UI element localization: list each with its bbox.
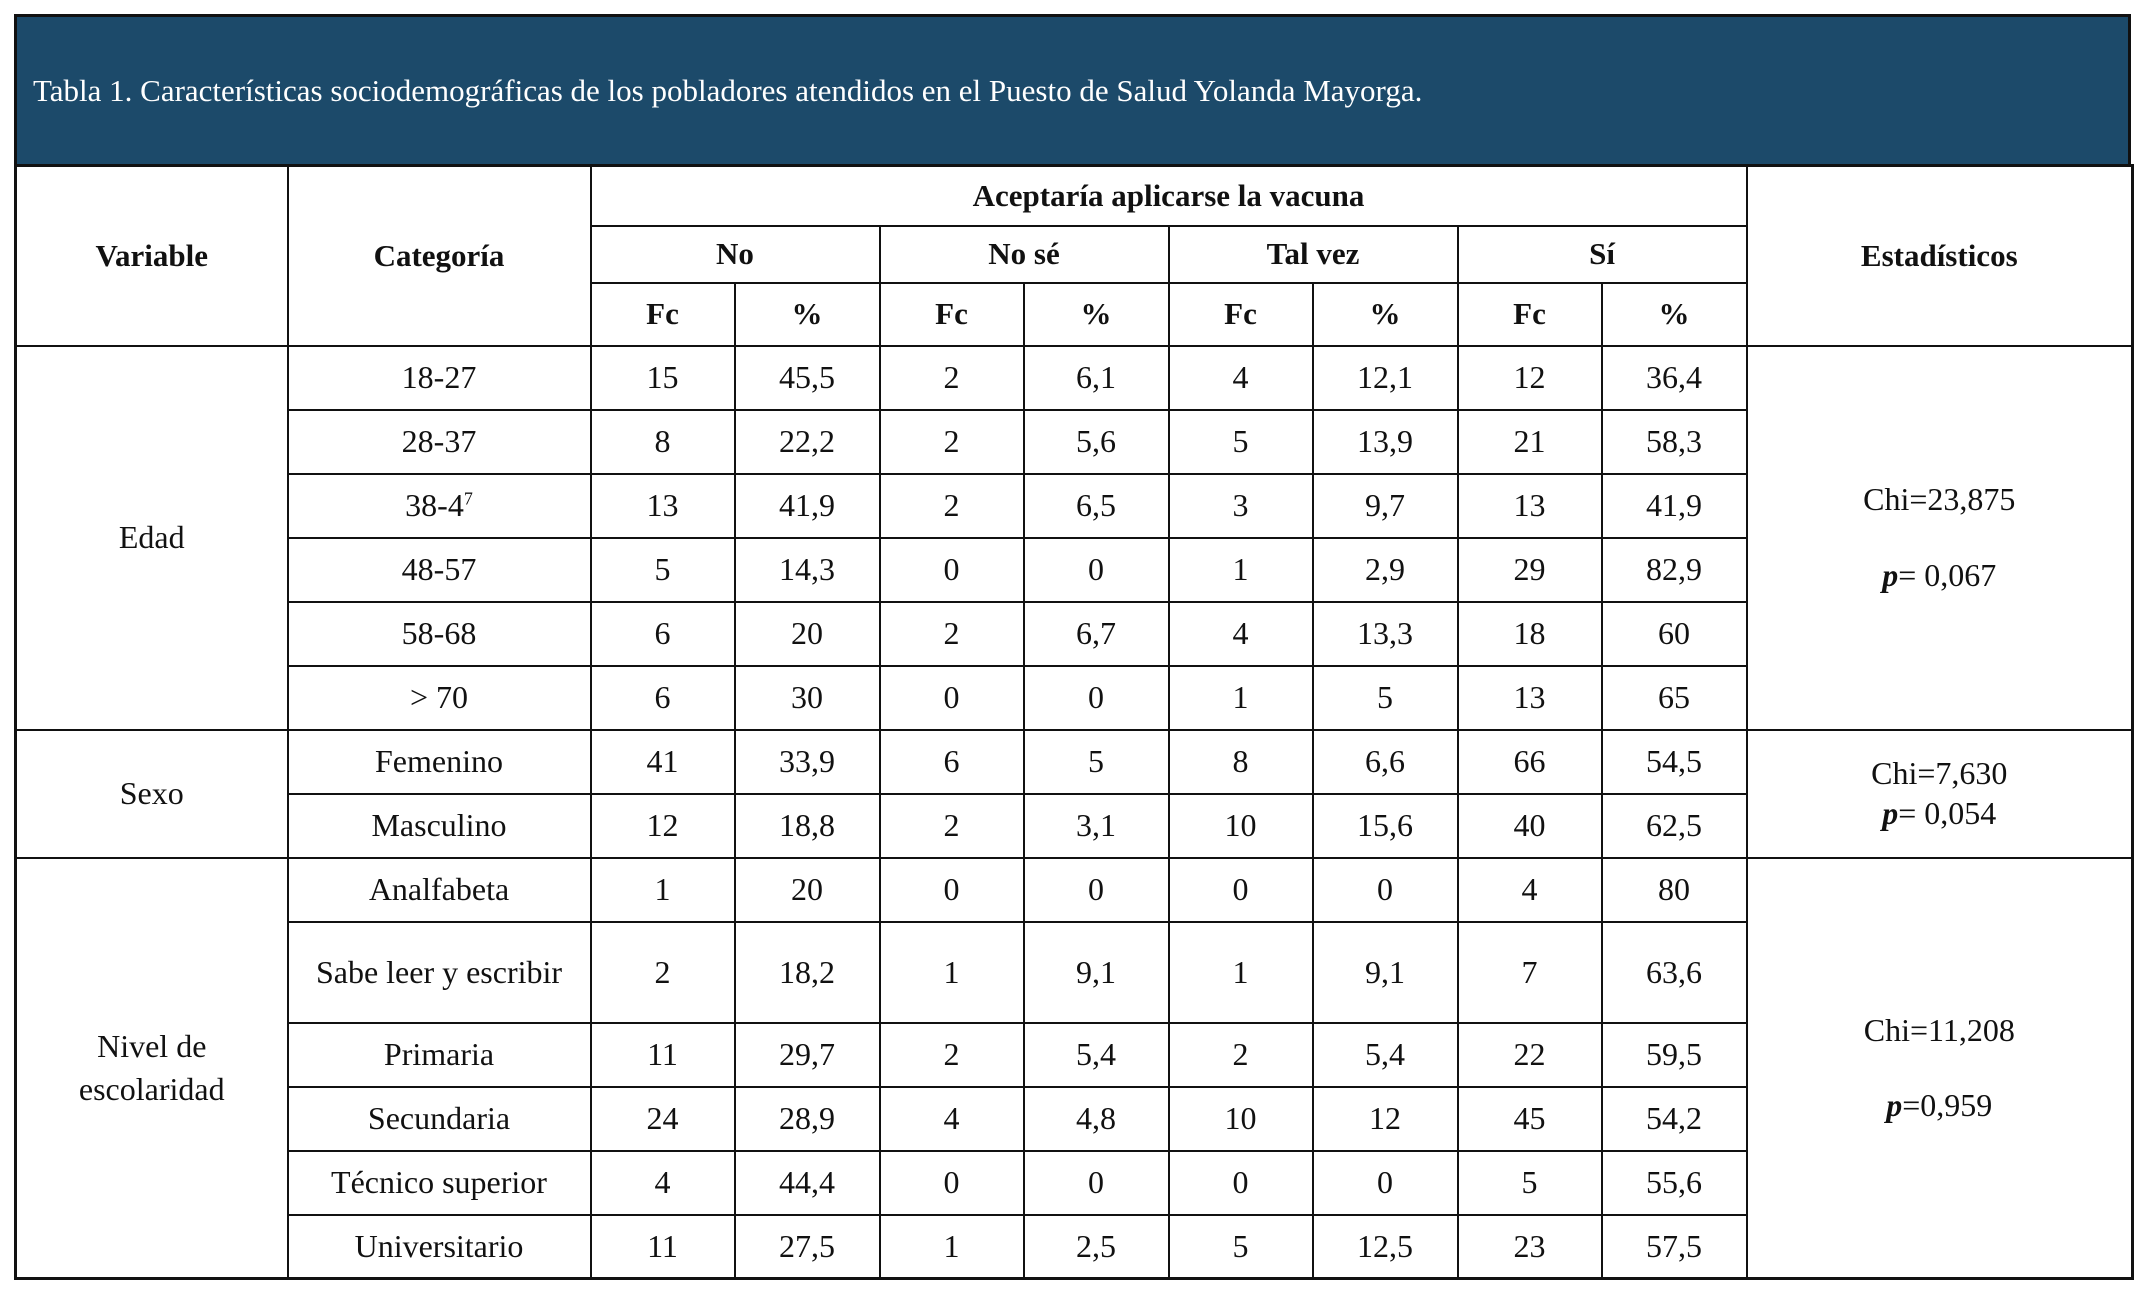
category-cell: Femenino bbox=[288, 730, 591, 794]
value-cell: 0 bbox=[880, 1151, 1024, 1215]
value-cell: 29 bbox=[1458, 538, 1602, 602]
stat-escolaridad bbox=[1747, 858, 2133, 1279]
value-cell: 3,1 bbox=[1024, 794, 1169, 858]
header-answer-tal-vez: Tal vez bbox=[1169, 226, 1458, 283]
value-cell: 65 bbox=[1602, 666, 1747, 730]
header-pct: % bbox=[1024, 283, 1169, 346]
value-cell: 1 bbox=[1169, 538, 1313, 602]
value-cell: 2 bbox=[1169, 1023, 1313, 1087]
value-cell: 10 bbox=[1169, 1087, 1313, 1151]
value-cell: 13 bbox=[591, 474, 735, 538]
header-answer-no-se: No sé bbox=[880, 226, 1169, 283]
value-cell: 82,9 bbox=[1602, 538, 1747, 602]
value-cell: 18 bbox=[1458, 602, 1602, 666]
value-cell: 2 bbox=[880, 1023, 1024, 1087]
category-superscript: 7 bbox=[463, 488, 473, 509]
table-body bbox=[16, 346, 2133, 1279]
category-cell: 28-37 bbox=[288, 410, 591, 474]
header-group: Aceptaría aplicarse la vacuna bbox=[591, 166, 1747, 226]
value-cell: 5 bbox=[591, 538, 735, 602]
value-cell: 5 bbox=[1169, 410, 1313, 474]
value-cell: 18,8 bbox=[735, 794, 880, 858]
chi-value: Chi=7,630 bbox=[1871, 755, 2008, 792]
value-cell: 1 bbox=[880, 1215, 1024, 1279]
category-cell: Universitario bbox=[288, 1215, 591, 1279]
value-cell: 0 bbox=[1313, 858, 1458, 922]
value-cell: 2,5 bbox=[1024, 1215, 1169, 1279]
value-cell: 23 bbox=[1458, 1215, 1602, 1279]
value-cell: 22 bbox=[1458, 1023, 1602, 1087]
value-cell: 5,6 bbox=[1024, 410, 1169, 474]
value-cell: 4,8 bbox=[1024, 1087, 1169, 1151]
value-cell: 7 bbox=[1458, 922, 1602, 1023]
value-cell: 21 bbox=[1458, 410, 1602, 474]
p-value: =0,959 bbox=[1902, 1086, 1993, 1123]
header-variable: Variable bbox=[16, 166, 288, 346]
value-cell: 4 bbox=[1458, 858, 1602, 922]
value-cell: 11 bbox=[591, 1215, 735, 1279]
value-cell: 1 bbox=[1169, 666, 1313, 730]
value-cell: 6,6 bbox=[1313, 730, 1458, 794]
p-value: = 0,054 bbox=[1898, 794, 1997, 831]
table-row bbox=[16, 858, 2133, 922]
value-cell: 6 bbox=[880, 730, 1024, 794]
value-cell: 12 bbox=[591, 794, 735, 858]
header-fc: Fc bbox=[880, 283, 1024, 346]
value-cell: 5 bbox=[1313, 666, 1458, 730]
value-cell: 8 bbox=[1169, 730, 1313, 794]
value-cell: 80 bbox=[1602, 858, 1747, 922]
value-cell: 45,5 bbox=[735, 346, 880, 410]
value-cell: 30 bbox=[735, 666, 880, 730]
header-pct: % bbox=[735, 283, 880, 346]
value-cell: 36,4 bbox=[1602, 346, 1747, 410]
value-cell: 2 bbox=[880, 346, 1024, 410]
value-cell: 41,9 bbox=[735, 474, 880, 538]
value-cell: 2 bbox=[880, 474, 1024, 538]
value-cell: 2 bbox=[591, 922, 735, 1023]
value-cell: 62,5 bbox=[1602, 794, 1747, 858]
category-cell: 48-57 bbox=[288, 538, 591, 602]
header-estadisticos: Estadísticos bbox=[1747, 166, 2133, 346]
value-cell: 44,4 bbox=[735, 1151, 880, 1215]
value-cell: 5 bbox=[1024, 730, 1169, 794]
value-cell: 63,6 bbox=[1602, 922, 1747, 1023]
value-cell: 33,9 bbox=[735, 730, 880, 794]
table-header bbox=[16, 166, 2133, 346]
value-cell: 2,9 bbox=[1313, 538, 1458, 602]
category-cell: Secundaria bbox=[288, 1087, 591, 1151]
value-cell: 9,1 bbox=[1313, 922, 1458, 1023]
value-cell: 10 bbox=[1169, 794, 1313, 858]
value-cell: 29,7 bbox=[735, 1023, 880, 1087]
value-cell: 0 bbox=[1024, 858, 1169, 922]
value-cell: 13 bbox=[1458, 666, 1602, 730]
value-cell: 54,5 bbox=[1602, 730, 1747, 794]
value-cell: 0 bbox=[880, 538, 1024, 602]
value-cell: 13,9 bbox=[1313, 410, 1458, 474]
value-cell: 22,2 bbox=[735, 410, 880, 474]
value-cell: 4 bbox=[1169, 346, 1313, 410]
value-cell: 0 bbox=[1024, 1151, 1169, 1215]
value-cell: 0 bbox=[1169, 858, 1313, 922]
table-row bbox=[16, 730, 2133, 794]
value-cell: 15,6 bbox=[1313, 794, 1458, 858]
value-cell: 40 bbox=[1458, 794, 1602, 858]
category-cell: 18-27 bbox=[288, 346, 591, 410]
value-cell: 59,5 bbox=[1602, 1023, 1747, 1087]
stat-sexo bbox=[1747, 730, 2133, 858]
variable-sexo: Sexo bbox=[16, 730, 288, 858]
value-cell: 8 bbox=[591, 410, 735, 474]
chi-value: Chi=11,208 bbox=[1863, 1011, 2015, 1048]
value-cell: 4 bbox=[880, 1087, 1024, 1151]
value-cell: 58,3 bbox=[1602, 410, 1747, 474]
value-cell: 5 bbox=[1169, 1215, 1313, 1279]
value-cell: 55,6 bbox=[1602, 1151, 1747, 1215]
value-cell: 5,4 bbox=[1024, 1023, 1169, 1087]
value-cell: 12 bbox=[1458, 346, 1602, 410]
value-cell: 11 bbox=[591, 1023, 735, 1087]
value-cell: 13 bbox=[1458, 474, 1602, 538]
table-title-bar bbox=[14, 14, 2131, 164]
value-cell: 2 bbox=[880, 410, 1024, 474]
category-text: 38-4 bbox=[405, 487, 464, 523]
value-cell: 13,3 bbox=[1313, 602, 1458, 666]
value-cell: 20 bbox=[735, 602, 880, 666]
category-cell bbox=[288, 474, 591, 538]
value-cell: 6 bbox=[591, 602, 735, 666]
table-title: Tabla 1. Características sociodemográficas de los pobladores atendidos en el Puesto de Salud Yolanda Mayorga. bbox=[33, 72, 1423, 108]
value-cell: 0 bbox=[1024, 666, 1169, 730]
value-cell: 27,5 bbox=[735, 1215, 880, 1279]
category-cell: Sabe leer y escribir bbox=[288, 922, 591, 1023]
value-cell: 2 bbox=[880, 602, 1024, 666]
value-cell: 45 bbox=[1458, 1087, 1602, 1151]
value-cell: 41,9 bbox=[1602, 474, 1747, 538]
value-cell: 12,1 bbox=[1313, 346, 1458, 410]
value-cell: 1 bbox=[1169, 922, 1313, 1023]
value-cell: 0 bbox=[1169, 1151, 1313, 1215]
header-pct: % bbox=[1602, 283, 1747, 346]
value-cell: 6,1 bbox=[1024, 346, 1169, 410]
value-cell: 5,4 bbox=[1313, 1023, 1458, 1087]
value-cell: 60 bbox=[1602, 602, 1747, 666]
value-cell: 28,9 bbox=[735, 1087, 880, 1151]
stat-edad bbox=[1747, 346, 2133, 730]
value-cell: 12 bbox=[1313, 1087, 1458, 1151]
value-cell: 6,7 bbox=[1024, 602, 1169, 666]
table-row bbox=[16, 346, 2133, 410]
category-cell: > 70 bbox=[288, 666, 591, 730]
value-cell: 4 bbox=[1169, 602, 1313, 666]
value-cell: 66 bbox=[1458, 730, 1602, 794]
header-answer-no: No bbox=[591, 226, 880, 283]
value-cell: 3 bbox=[1169, 474, 1313, 538]
header-answer-si: Sí bbox=[1458, 226, 1747, 283]
value-cell: 4 bbox=[591, 1151, 735, 1215]
header-fc: Fc bbox=[1458, 283, 1602, 346]
category-cell: Masculino bbox=[288, 794, 591, 858]
header-categoria: Categoría bbox=[288, 166, 591, 346]
category-cell: Analfabeta bbox=[288, 858, 591, 922]
value-cell: 57,5 bbox=[1602, 1215, 1747, 1279]
value-cell: 1 bbox=[591, 858, 735, 922]
value-cell: 54,2 bbox=[1602, 1087, 1747, 1151]
header-fc: Fc bbox=[591, 283, 735, 346]
variable-escolaridad-line1: Nivel de bbox=[97, 1027, 207, 1064]
value-cell: 14,3 bbox=[735, 538, 880, 602]
value-cell: 2 bbox=[880, 794, 1024, 858]
data-table bbox=[14, 164, 2134, 1280]
value-cell: 9,1 bbox=[1024, 922, 1169, 1023]
category-cell: Técnico superior bbox=[288, 1151, 591, 1215]
value-cell: 9,7 bbox=[1313, 474, 1458, 538]
value-cell: 5 bbox=[1458, 1151, 1602, 1215]
value-cell: 41 bbox=[591, 730, 735, 794]
variable-escolaridad-line2: escolaridad bbox=[78, 1070, 225, 1107]
p-label: p bbox=[1882, 556, 1899, 593]
chi-value: Chi=23,875 bbox=[1863, 481, 2016, 518]
value-cell: 0 bbox=[880, 666, 1024, 730]
category-cell: 58-68 bbox=[288, 602, 591, 666]
value-cell: 0 bbox=[880, 858, 1024, 922]
p-label: p bbox=[1882, 794, 1899, 831]
value-cell: 20 bbox=[735, 858, 880, 922]
p-label: p bbox=[1886, 1086, 1903, 1123]
variable-edad: Edad bbox=[16, 346, 288, 730]
value-cell: 24 bbox=[591, 1087, 735, 1151]
value-cell: 1 bbox=[880, 922, 1024, 1023]
value-cell: 6 bbox=[591, 666, 735, 730]
variable-escolaridad bbox=[16, 858, 288, 1279]
value-cell: 0 bbox=[1313, 1151, 1458, 1215]
value-cell: 6,5 bbox=[1024, 474, 1169, 538]
header-fc: Fc bbox=[1169, 283, 1313, 346]
value-cell: 15 bbox=[591, 346, 735, 410]
p-value: = 0,067 bbox=[1898, 556, 1997, 593]
category-cell: Primaria bbox=[288, 1023, 591, 1087]
value-cell: 0 bbox=[1024, 538, 1169, 602]
document bbox=[14, 14, 2131, 1280]
header-pct: % bbox=[1313, 283, 1458, 346]
value-cell: 12,5 bbox=[1313, 1215, 1458, 1279]
value-cell: 18,2 bbox=[735, 922, 880, 1023]
